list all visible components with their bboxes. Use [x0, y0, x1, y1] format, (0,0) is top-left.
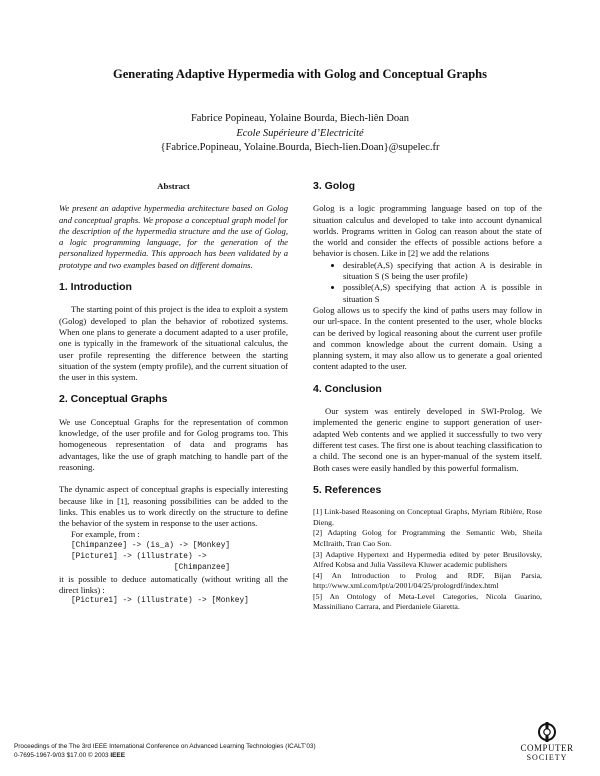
computer-society-logo [512, 722, 582, 762]
author-emails: {Fabrice.Popineau, Yolaine.Bourda, Biech-lien.Doan}@supelec.fr [160, 142, 440, 153]
conceptual-graphs-paragraph-1: We use Conceptual Graphs for the representation of common knowledge, of the user profile and for Golog programs too. This homogeneous representation of data and programs has advantages, like the use of graph matching to handle part of the reasoning. [59, 416, 288, 472]
right-column [313, 181, 542, 613]
proceedings-footer [14, 742, 316, 760]
list-item: • possible(A,S) specifying that action A is possible in situation S [343, 282, 542, 305]
footer-ieee: IEEE [110, 752, 125, 759]
reference-item: [4] An Introduction to Prolog and RDF, Bijan Parsia, http://www.xml.com/lpt/a/2001/04/25/prologrdf/index.html [313, 570, 542, 591]
section-heading-golog: 3. Golog [313, 180, 355, 192]
section-heading-conceptual-graphs: 2. Conceptual Graphs [59, 393, 168, 406]
section-heading-introduction: 1. Introduction [59, 281, 132, 294]
list-item: • desirable(A,S) specifying that action A is desirable in situation S (S being the user profile) [343, 260, 542, 283]
footer-line-2 [14, 751, 316, 760]
code-example-1: [Chimpanzee] -> (is_a) -> [Monkey] [Picture1] -> (illustrate) -> [Chimpanzee] [71, 541, 231, 572]
golog-paragraph-2: Golog allows us to specify the kind of paths users may follow in our url-space. In the content presented to the user, whole blocks can be derived by logical reasoning about the current user profile and common knowledge about the current domain. Using a planning system, it may also allow us to generate a goal oriented content adapted to the user. [313, 304, 542, 372]
author-block [0, 112, 600, 156]
author-names: Fabrice Popineau, Yolaine Bourda, Biech-liên Doan [190, 113, 410, 124]
golog-relations-list [313, 260, 542, 305]
abstract-text: We present an adaptive hypermedia architecture based on Golog and conceptual graphs. We propose a conceptual graph model for the description of the hypermedia structure and the use of Golog, a logic programming language, for the generation of the personalized hypermedia. This approach has been validated by a prototype and two examples based on different domains. [59, 203, 288, 270]
golog-paragraph-1: Golog is a logic programming language based on top of the situation calculus and developed to take into account dynamical worlds. Programs written in Golog can reason about the state of the world and consider the effects of possible actions before a behavior is chosen. Like in [2] we add the relations [313, 203, 542, 259]
reference-item: [2] Adapting Golog for Programming the Semantic Web, Sheila McIlraith, Tran Cao Son. [313, 528, 542, 548]
conclusion-text: Our system was entirely developed in SWI-Prolog. We implemented the generic engine to support generation of user-adapted Web contents and we applied it successfully to two very different test cases. The first one is about teaching classification to a child. The second one is an hyper-manual of the system itself. Both cases were easily handled by this powerful formalism. [313, 406, 542, 473]
conceptual-graphs-paragraph-2: The dynamic aspect of conceptual graphs is especially interesting because like in [1], reasoning possibilities can be added to the links. This enables us to work directly on the structure to define the behavior of the system in response to the user actions. [59, 484, 288, 529]
footer-isbn: 0-7695-1967-9/03 $17.00 © 2003 [14, 752, 111, 759]
reference-item: [1] Link-based Reasoning on Conceptual Graphs, Myriam Ribière, Rose Dieng. [313, 507, 542, 527]
logo-text-computer: COMPUTER [520, 743, 574, 753]
introduction-text: The starting point of this project is the idea to exploit a system (Golog) developed to plan the behavior of robotized systems. When one plans to generate a document adapted to a user profile, one is typically in the framework of the situational calculus, the user profile representing the difference between the starting situation of the system (empty profile), and the current situation of the user in this system. [59, 304, 288, 383]
references-list [313, 507, 542, 613]
author-affiliation: Ecole Supérieure d’Electricité [236, 127, 364, 139]
section-heading-conclusion: 4. Conclusion [313, 382, 382, 395]
code-example-2: [Picture1] -> (illustrate) -> [Monkey] [71, 597, 249, 606]
footer-line-1: Proceedings of the The 3rd IEEE International Conference on Advanced Learning Technologies (ICALT’03) [14, 743, 316, 750]
computer-society-emblem-icon [536, 722, 558, 742]
abstract-heading: Abstract [157, 181, 190, 191]
logo-text-society: SOCIETY [526, 753, 568, 762]
left-column [59, 181, 288, 607]
paper-title: Generating Adaptive Hypermedia with Golog and Conceptual Graphs [113, 67, 487, 81]
conceptual-graphs-paragraph-3: it is possible to deduce automatically (without writing all the direct links) : [59, 573, 288, 596]
example-label: For example, from : [71, 529, 140, 540]
reference-item: [3] Adaptive Hypertext and Hypermedia edited by peter Brusilovsky, Alfred Kobsa and Julia Vassileva Kluwer academic publishers [313, 549, 542, 570]
section-heading-references: 5. References [313, 483, 382, 496]
reference-item: [5] An Ontology of Meta-Level Categories, Nicola Guarino, Massiniliano Carrara, and Pierdaniele Giaretta. [313, 591, 542, 612]
